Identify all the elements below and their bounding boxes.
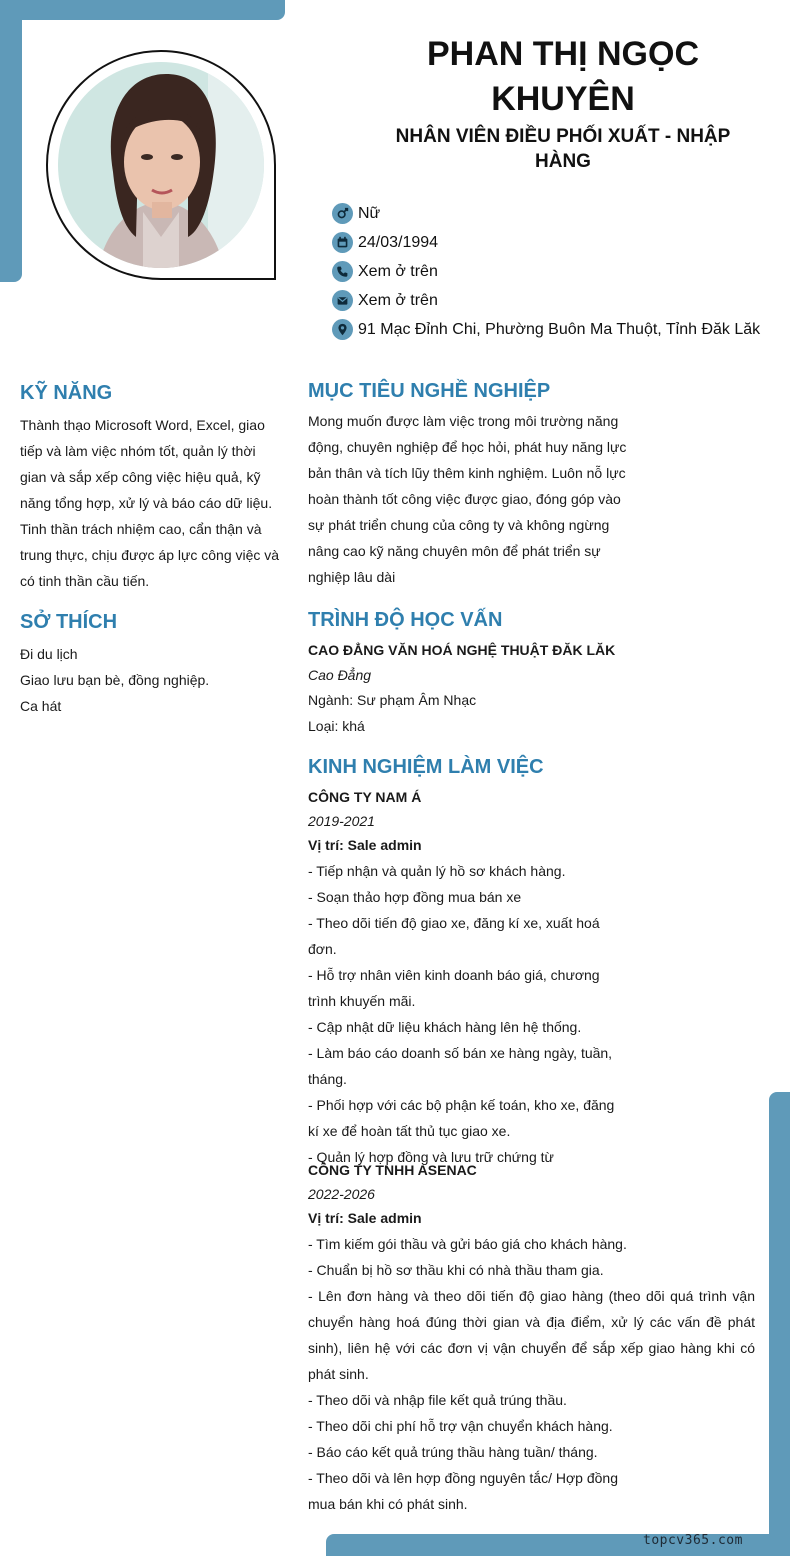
info-email [332, 286, 760, 315]
skills-title: KỸ NĂNG [20, 382, 113, 404]
degree: Cao Đẳng [308, 667, 372, 683]
info-phone [332, 257, 760, 286]
job-task: - Hỗ trợ nhân viên kinh doanh báo giá, chương trình khuyến mãi. [308, 967, 600, 1009]
hobby-item: Ca hát [20, 698, 62, 714]
personal-info [332, 199, 760, 344]
info-birthday [332, 228, 760, 257]
job-task: - Làm báo cáo doanh số bán xe hàng ngày, tuần, tháng. [308, 1045, 613, 1087]
hobby-item: Đi du lịch [20, 646, 78, 662]
skills-text: Thành thạo Microsoft Word, Excel, giao tiếp và làm việc nhóm tốt, quản lý thời gian và sắp xếp công việc hiệu quả, kỹ năng tổng hợp, xử lý và báo cáo dữ liệu. Tinh thần trách nhiệm cao, cẩn thận và trung thực, chịu được áp lực công việc và có tinh thần cầu tiến. [20, 417, 280, 589]
job-task: - Theo dõi và nhập file kết quả trúng thầu. [308, 1392, 567, 1408]
gender-icon [332, 203, 353, 224]
job-role [308, 832, 626, 858]
education-title: TRÌNH ĐỘ HỌC VẤN [308, 609, 503, 631]
candidate-name: PHAN THỊ NGỌC KHUYÊN [427, 35, 699, 118]
job-task: - Chuẩn bị hồ sơ thầu khi có nhà thầu tham gia. [308, 1262, 604, 1278]
job-task: - Tiếp nhận và quản lý hồ sơ khách hàng. [308, 863, 566, 879]
objective-text: Mong muốn được làm việc trong môi trường năng động, chuyên nghiệp để học hỏi, phát huy năng lực bản thân và tích lũy thêm kinh nghiệm. Luôn nỗ lực hoàn thành tốt công việc được giao, đóng góp vào sự phát triển chung của công ty và không ngừng nâng cao kỹ năng chuyên môn để phát triển sự nghiệp lâu dài [308, 413, 627, 585]
watermark: topcv365.com [643, 1533, 743, 1548]
job-role [308, 1205, 755, 1231]
company-name: CÔNG TY NAM Á [308, 789, 422, 805]
major: Ngành: Sư phạm Âm Nhạc [308, 692, 477, 708]
calendar-icon [332, 232, 353, 253]
role-label: Vị trí: [308, 1210, 344, 1226]
grade: Loại: khá [308, 718, 365, 734]
job-task: - Soạn thảo hợp đồng mua bán xe [308, 889, 522, 905]
job-task: - Báo cáo kết quả trúng thầu hàng tuần/ tháng. [308, 1444, 598, 1460]
profile-photo [58, 62, 264, 268]
phone-value: Xem ở trên [358, 262, 438, 280]
company-name: CÔNG TY TNHH ASENAC [308, 1162, 477, 1178]
job-position: NHÂN VIÊN ĐIỀU PHỐI XUẤT - NHẬP HÀNG [395, 126, 731, 172]
job-task: - Lên đơn hàng và theo dõi tiến độ giao hàng (theo dõi quá trình vận chuyển hàng hoá đúng thời gian và địa điểm, xử lý các vấn đề phát sinh), liên hệ với các đơn vị vận chuyển để sắp xếp giao hàng khi có phát sinh. [308, 1288, 755, 1382]
location-icon [332, 319, 353, 340]
role-value: Sale admin [347, 1210, 422, 1226]
job-period: 2019-2021 [308, 813, 375, 829]
email-value: Xem ở trên [358, 291, 438, 309]
job-task: - Cập nhật dữ liệu khách hàng lên hệ thống. [308, 1019, 582, 1035]
hobbies-list [20, 641, 282, 719]
experience-title: KINH NGHIỆM LÀM VIỆC [308, 756, 544, 778]
phone-icon [332, 261, 353, 282]
job-task: - Quản lý hợp đồng và lưu trữ chứng từ [308, 1149, 554, 1165]
job-period: 2022-2026 [308, 1186, 375, 1202]
info-address [332, 315, 760, 344]
gender-value: Nữ [358, 204, 381, 222]
info-gender [332, 199, 760, 228]
hobby-item: Giao lưu bạn bè, đồng nghiệp. [20, 672, 210, 688]
decor-bar-top [0, 0, 285, 20]
job-entry [308, 784, 626, 1170]
job-task: - Phối hợp với các bộ phận kế toán, kho xe, đăng kí xe để hoàn tất thủ tục giao xe. [308, 1097, 615, 1139]
decor-bar-right [769, 1092, 790, 1556]
decor-bar-left [0, 0, 22, 282]
education-block [308, 637, 748, 739]
job-task: - Theo dõi tiến độ giao xe, đăng kí xe, xuất hoá đơn. [308, 915, 600, 957]
hobbies-title: SỞ THÍCH [20, 611, 118, 633]
role-value: Sale admin [347, 837, 422, 853]
job-entry [308, 1157, 755, 1517]
job-task: - Tìm kiếm gói thầu và gửi báo giá cho khách hàng. [308, 1236, 627, 1252]
school-name: CAO ĐẲNG VĂN HOÁ NGHỆ THUẬT ĐĂK LĂK [308, 642, 616, 658]
role-label: Vị trí: [308, 837, 344, 853]
job-task: - Theo dõi và lên hợp đồng nguyên tắc/ Hợp đồng mua bán khi có phát sinh. [308, 1470, 618, 1512]
email-icon [332, 290, 353, 311]
birthday-value: 24/03/1994 [358, 233, 439, 251]
address-value: 91 Mạc Đỉnh Chi, Phường Buôn Ma Thuột, Tỉnh Đăk Lăk [358, 320, 761, 338]
objective-title: MỤC TIÊU NGHỀ NGHIỆP [308, 380, 551, 402]
job-task: - Theo dõi chi phí hỗ trợ vận chuyển khách hàng. [308, 1418, 613, 1434]
